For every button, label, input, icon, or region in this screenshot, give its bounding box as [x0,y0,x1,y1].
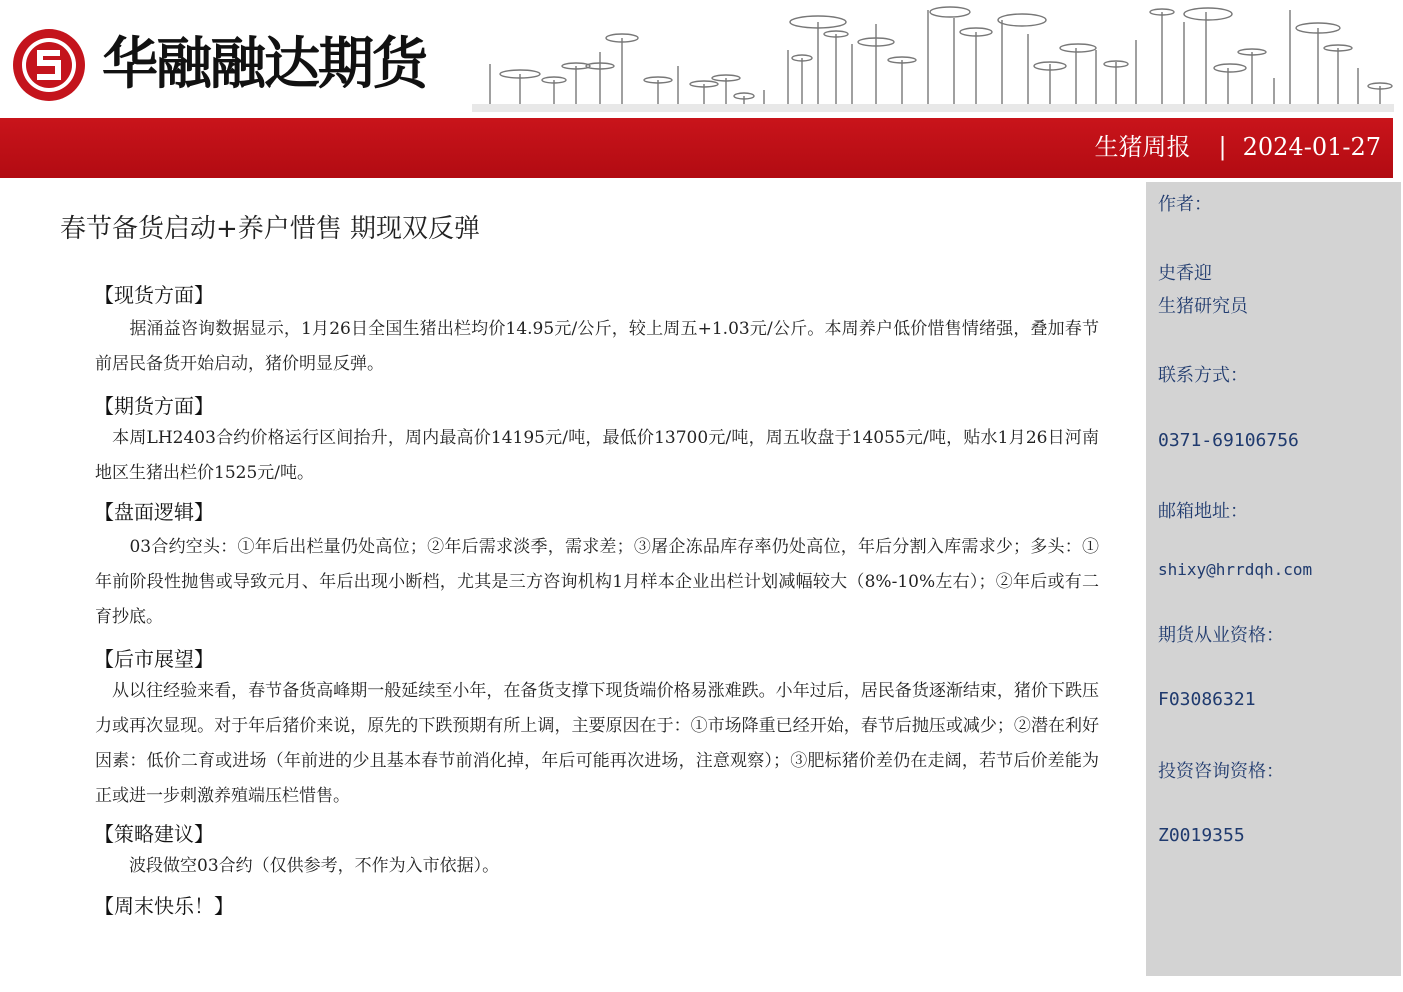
header-banner-image [472,4,1394,112]
section-heading-logic: 【盘面逻辑】 [94,500,214,524]
section-body-outlook: 从以往经验来看，春节备货高峰期一般延续至小年，在备货支撑下现货端价格易涨难跌。小年过后，居民备货逐渐结束，猪价下跌压力或再次显现。对于年后猪价来说，原先的下跌预期有所上调，主要原因在于：①市场降重已经开始，春节后抛压或减少；②潜在利好因素：低价二育或进场（年前进的少且基本春节前消化掉，年后可能再次进场，注意观察）；③肥标猪价差仍在走阔，若节后价差能为正或进一步刺激养殖端压栏惜售。 [95,681,1099,806]
company-name: 华融融达期货 [102,32,426,97]
header-separator: | [1218,133,1227,161]
investment-qualification-label: 投资咨询资格： [1158,761,1284,782]
author-label: 作者： [1158,194,1212,215]
report-type: 生猪周报 [1094,133,1191,161]
s-seal-logo-icon [10,26,88,104]
section-heading-strategy: 【策略建议】 [94,822,214,846]
report-header-bar [0,118,1393,178]
email-label: 邮箱地址： [1158,501,1248,522]
report-title: 春节备货启动+养户惜售 期现双反弹 [60,214,481,244]
section-body-futures: 本周LH2403合约价格运行区间抬升，周内最高价14195元/吨，最低价13700元/吨，周五收盘于14055元/吨，贴水1月26日河南地区生猪出栏价1525元/吨。 [95,428,1099,483]
section-heading-spot: 【现货方面】 [94,283,214,307]
company-logo [10,26,442,106]
section-body-spot: 据涌益咨询数据显示，1月26日全国生猪出栏均价14.95元/公斤，较上周五+1.03元/公斤。本周养户低价惜售情绪强，叠加春节前居民备货开始启动，猪价明显反弹。 [95,319,1099,374]
contact-label: 联系方式： [1158,365,1248,386]
futures-qualification-label: 期货从业资格： [1158,625,1284,646]
author-sidebar [1146,182,1401,976]
futures-qualification-number: F03086321 [1158,689,1256,710]
section-heading-outlook: 【后市展望】 [94,647,214,671]
author-name: 史香迎 [1158,263,1212,284]
contact-phone: 0371-69106756 [1158,430,1299,451]
author-role: 生猪研究员 [1158,296,1248,317]
report-header-text [1095,130,1381,164]
section-body-strategy: 波段做空03合约（仅供参考，不作为入市依据）。 [95,856,500,876]
section-body-logic: 03合约空头：①年后出栏量仍处高位；②年后需求淡季，需求差；③屠企冻品库存率仍处高位，年后分割入库需求少；多头：①年前阶段性抛售或导致元月、年后出现小断档，尤其是三方咨询机构1月样本企业出栏计划减幅较大（8%-10%左右）；②年后或有二育抄底。 [95,537,1099,627]
section-heading-futures: 【期货方面】 [94,394,214,418]
investment-qualification-number: Z0019355 [1158,825,1245,846]
section-heading-weekend: 【周末快乐！】 [94,894,234,918]
report-date: 2024-01-27 [1242,133,1381,161]
email-address[interactable]: shixy@hrrdqh.com [1158,560,1313,579]
